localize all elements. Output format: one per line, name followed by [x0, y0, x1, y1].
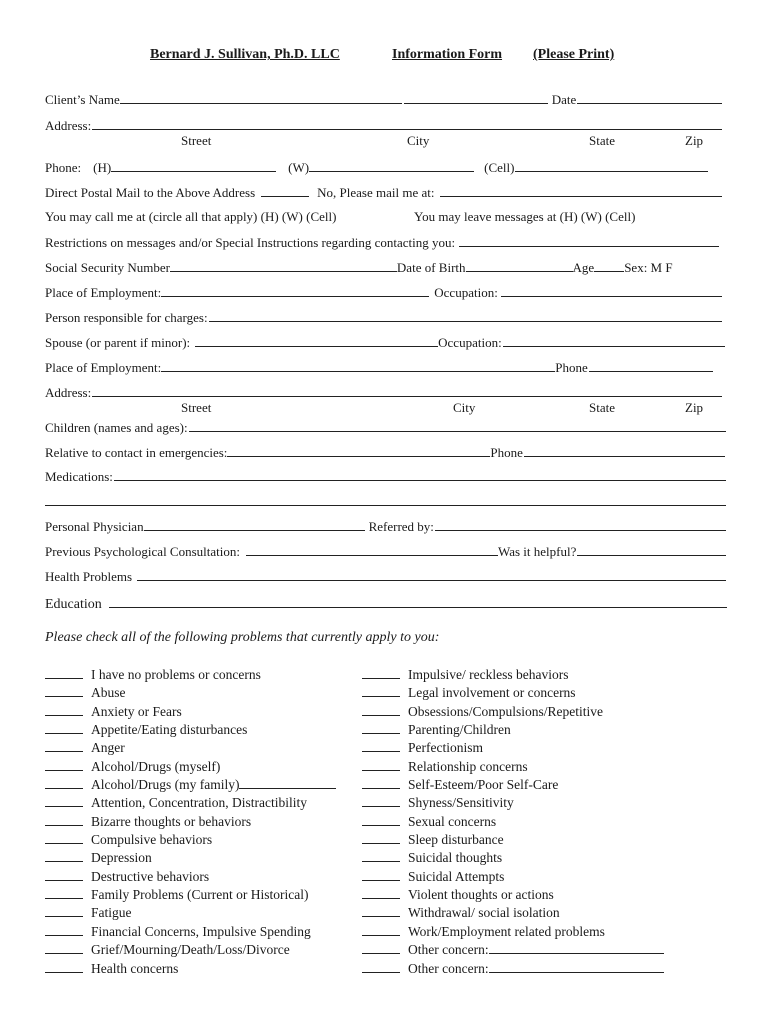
children-field[interactable] — [189, 418, 726, 432]
postal-mail-field[interactable] — [261, 183, 309, 197]
zip-caption: Zip — [685, 133, 704, 148]
spouse-phone-label: Phone — [555, 360, 588, 375]
problem-item[interactable] — [362, 721, 664, 739]
age-label: Age — [572, 260, 595, 275]
physician-field[interactable] — [144, 517, 365, 531]
problem-label: Depression — [91, 850, 152, 866]
problem-item[interactable] — [45, 886, 336, 904]
check-blank[interactable] — [362, 721, 400, 734]
postal-mail-row — [45, 183, 722, 201]
phone-label: Phone: — [45, 160, 82, 175]
occupation-field[interactable] — [501, 283, 722, 297]
practice-name: Bernard J. Sullivan, Ph.D. LLC — [150, 47, 340, 62]
problem-label: Sexual concerns — [408, 813, 497, 829]
problem-item[interactable] — [362, 758, 664, 776]
check-blank[interactable] — [362, 904, 400, 917]
city-caption: City — [407, 133, 430, 148]
problem-label: Health concerns — [91, 960, 179, 976]
check-blank[interactable] — [45, 794, 83, 807]
problem-label: I have no problems or concerns — [91, 667, 261, 682]
problem-item[interactable] — [45, 684, 336, 702]
relative-phone-label: Phone — [490, 445, 523, 460]
ssn-field[interactable] — [170, 258, 397, 272]
form-title: Information Form — [392, 47, 503, 62]
helpful-field[interactable] — [577, 542, 726, 556]
address-field[interactable] — [92, 116, 722, 130]
problem-item[interactable] — [45, 813, 336, 831]
check-blank[interactable] — [45, 831, 83, 844]
problem-label: Alcohol/Drugs (my family) — [91, 777, 240, 793]
relative-row — [45, 443, 722, 461]
cell-phone-field[interactable] — [515, 158, 708, 172]
check-blank[interactable] — [362, 886, 400, 899]
spouse-row — [45, 333, 722, 351]
employment-row — [45, 283, 722, 301]
other-concern-field[interactable] — [489, 941, 664, 954]
check-blank[interactable] — [362, 813, 400, 826]
health-field[interactable] — [137, 567, 726, 581]
home-phone-field[interactable] — [111, 158, 276, 172]
phone-row — [45, 158, 722, 176]
prev-consult-row — [45, 542, 722, 560]
address2-label: Address: — [45, 385, 92, 400]
check-blank[interactable] — [362, 703, 400, 716]
address2-field[interactable] — [92, 383, 722, 397]
problem-item[interactable] — [45, 794, 336, 812]
problems-intro: Please check all of the following problems that currently apply to you: — [45, 630, 440, 645]
problems-right-column — [362, 666, 664, 978]
problem-label: Other concern: — [408, 960, 489, 976]
restrictions-label: Restrictions on messages and/or Special Instructions regarding contacting you: — [45, 235, 456, 250]
contact-preference-row — [45, 208, 722, 226]
check-blank[interactable] — [362, 776, 400, 789]
referred-label: Referred by: — [368, 519, 434, 534]
education-field[interactable] — [109, 594, 727, 608]
street-caption: Street — [181, 133, 212, 148]
health-row — [45, 567, 722, 585]
client-name-field-2[interactable] — [404, 90, 548, 104]
problem-label: Self-Esteem/Poor Self-Care — [408, 777, 559, 793]
problem-item[interactable] — [45, 941, 336, 959]
check-blank[interactable] — [362, 794, 400, 807]
check-blank[interactable] — [45, 666, 83, 679]
employment-label: Place of Employment: — [45, 285, 162, 300]
check-blank[interactable] — [45, 904, 83, 917]
restrictions-field[interactable] — [459, 233, 719, 247]
may-call-label[interactable]: You may call me at (circle all that apply) (H) (W) (Cell) — [45, 209, 337, 224]
medications-label: Medications: — [45, 469, 113, 484]
problem-label: Compulsive behaviors — [91, 832, 213, 848]
problem-label: Bizarre thoughts or behaviors — [91, 813, 252, 829]
state2-caption: State — [589, 400, 615, 415]
problem-label: Financial Concerns, Impulsive Spending — [91, 923, 311, 939]
ssn-label: Social Security Number — [45, 260, 170, 275]
may-leave-label[interactable]: You may leave messages at (H) (W) (Cell) — [414, 209, 636, 224]
check-blank[interactable] — [45, 684, 83, 697]
check-blank[interactable] — [362, 849, 400, 862]
check-blank[interactable] — [362, 666, 400, 679]
no-mail-label: No, Please mail me at: — [317, 185, 435, 200]
education-label: Education — [45, 597, 102, 612]
physician-label: Personal Physician — [45, 519, 144, 534]
check-blank[interactable] — [45, 868, 83, 881]
problem-label: Attention, Concentration, Distractibility — [91, 795, 307, 811]
check-blank[interactable] — [45, 739, 83, 752]
problem-item[interactable] — [45, 666, 336, 684]
problem-item[interactable] — [362, 703, 664, 721]
problem-label: Anger — [91, 740, 125, 756]
spouse-occupation-label: Occupation: — [438, 335, 502, 350]
problem-item[interactable] — [362, 666, 664, 684]
problem-label: Anxiety or Fears — [91, 703, 182, 719]
check-blank[interactable] — [362, 960, 400, 973]
family-drugs-field[interactable] — [239, 776, 336, 789]
medications-field-2[interactable] — [45, 492, 726, 506]
problem-label: Relationship concerns — [408, 758, 528, 774]
problem-label: Fatigue — [91, 905, 132, 921]
problem-label: Violent thoughts or actions — [408, 887, 554, 903]
check-blank[interactable] — [362, 739, 400, 752]
education-row — [45, 594, 722, 612]
address-label: Address: — [45, 118, 92, 133]
responsible-row — [45, 308, 722, 326]
problem-item[interactable] — [45, 831, 336, 849]
home-phone-label: (H) — [93, 160, 112, 175]
state-caption: State — [589, 133, 615, 148]
problem-item[interactable] — [45, 721, 336, 739]
problem-item[interactable] — [362, 776, 664, 794]
check-blank[interactable] — [362, 923, 400, 936]
problem-item[interactable] — [362, 904, 664, 922]
check-blank[interactable] — [45, 813, 83, 826]
problem-label: Perfectionism — [408, 740, 483, 756]
occupation-label: Occupation: — [434, 285, 498, 300]
problem-item[interactable] — [362, 684, 664, 702]
postal-mail-label: Direct Postal Mail to the Above Address — [45, 185, 256, 200]
restrictions-row — [45, 233, 722, 251]
check-blank[interactable] — [45, 758, 83, 771]
problem-item[interactable] — [45, 868, 336, 886]
problem-item[interactable] — [362, 941, 664, 959]
work-phone-label: (W) — [288, 160, 310, 175]
spouse-label: Spouse (or parent if minor): — [45, 335, 191, 350]
responsible-field[interactable] — [209, 308, 722, 322]
problem-item[interactable] — [362, 739, 664, 757]
problem-item[interactable] — [45, 776, 336, 794]
address2-row — [45, 383, 722, 401]
problem-label: Work/Employment related problems — [408, 923, 605, 939]
prev-consult-label: Previous Psychological Consultation: — [45, 544, 240, 559]
problem-item[interactable] — [45, 960, 336, 978]
work-phone-field[interactable] — [309, 158, 474, 172]
problem-label: Obsessions/Compulsions/Repetitive — [408, 703, 604, 719]
check-blank[interactable] — [45, 703, 83, 716]
client-name-field[interactable] — [120, 90, 402, 104]
medications-row — [45, 467, 722, 485]
street2-caption: Street — [181, 400, 212, 415]
problem-item[interactable] — [362, 868, 664, 886]
other-concern-field-2[interactable] — [489, 960, 664, 973]
prev-consult-field[interactable] — [246, 542, 498, 556]
check-blank[interactable] — [45, 776, 83, 789]
date-label: Date — [551, 92, 577, 107]
medications-row-2 — [45, 492, 722, 510]
children-label: Children (names and ages): — [45, 420, 188, 435]
client-name-label: Client’s Name — [45, 92, 120, 107]
health-label: Health Problems — [45, 569, 133, 584]
problem-label: Impulsive/ reckless behaviors — [408, 667, 569, 682]
city2-caption: City — [453, 400, 476, 415]
problem-label: Shyness/Sensitivity — [408, 795, 514, 811]
check-blank[interactable] — [45, 960, 83, 973]
check-blank[interactable] — [45, 849, 83, 862]
spouse-occupation-field[interactable] — [503, 333, 725, 347]
problem-label: Legal involvement or concerns — [408, 685, 576, 701]
check-blank[interactable] — [362, 758, 400, 771]
problem-item[interactable] — [45, 923, 336, 941]
check-blank[interactable] — [45, 886, 83, 899]
problem-label: Other concern: — [408, 942, 489, 958]
zip2-caption: Zip — [685, 400, 704, 415]
spouse-employment-row — [45, 358, 722, 376]
problem-item[interactable] — [362, 886, 664, 904]
check-blank[interactable] — [45, 941, 83, 954]
problem-label: Withdrawal/ social isolation — [408, 905, 560, 921]
problem-item[interactable] — [362, 813, 664, 831]
problem-item[interactable] — [362, 794, 664, 812]
mail-address-field[interactable] — [440, 183, 722, 197]
problem-label: Alcohol/Drugs (myself) — [91, 758, 221, 774]
problem-label: Abuse — [91, 685, 126, 701]
problem-item[interactable] — [45, 739, 336, 757]
address-row — [45, 116, 722, 134]
problem-label: Appetite/Eating disturbances — [91, 722, 248, 738]
medications-field[interactable] — [114, 467, 726, 481]
problem-item[interactable] — [362, 960, 664, 978]
problem-item[interactable] — [45, 703, 336, 721]
problem-label: Sleep disturbance — [408, 832, 504, 848]
cell-phone-label: (Cell) — [484, 160, 515, 175]
children-row — [45, 418, 722, 436]
problem-label: Suicidal Attempts — [408, 868, 505, 884]
date-field[interactable] — [577, 90, 722, 104]
dob-label: Date of Birth — [396, 260, 466, 275]
ssn-row — [45, 258, 722, 276]
relative-field[interactable] — [227, 443, 490, 457]
relative-label: Relative to contact in emergencies: — [45, 445, 228, 460]
problem-label: Family Problems (Current or Historical) — [91, 887, 309, 903]
spouse-employment-label: Place of Employment: — [45, 360, 162, 375]
problem-item[interactable] — [45, 904, 336, 922]
problem-item[interactable] — [362, 831, 664, 849]
check-blank[interactable] — [362, 868, 400, 881]
problem-label: Destructive behaviors — [91, 868, 210, 884]
spouse-field[interactable] — [195, 333, 438, 347]
check-blank[interactable] — [362, 831, 400, 844]
referred-field[interactable] — [435, 517, 726, 531]
relative-phone-field[interactable] — [524, 443, 725, 457]
check-blank[interactable] — [362, 684, 400, 697]
age-field[interactable] — [594, 258, 624, 272]
check-blank[interactable] — [45, 923, 83, 936]
spouse-employment-field[interactable] — [161, 358, 555, 372]
responsible-label: Person responsible for charges: — [45, 310, 208, 325]
check-blank[interactable] — [45, 721, 83, 734]
employment-field[interactable] — [161, 283, 429, 297]
problem-item[interactable] — [45, 758, 336, 776]
problem-item[interactable] — [45, 849, 336, 867]
problem-label: Parenting/Children — [408, 722, 511, 738]
problem-item[interactable] — [362, 849, 664, 867]
problem-label: Suicidal thoughts — [408, 850, 503, 866]
client-name-row — [45, 90, 722, 108]
problems-left-column — [45, 666, 336, 978]
helpful-label: Was it helpful? — [498, 544, 577, 559]
print-instruction: (Please Print) — [533, 47, 615, 62]
physician-row — [45, 517, 722, 535]
problem-label: Grief/Mourning/Death/Loss/Divorce — [91, 942, 290, 958]
sex-label[interactable]: Sex: M F — [624, 260, 673, 275]
spouse-phone-field[interactable] — [589, 358, 713, 372]
check-blank[interactable] — [362, 941, 400, 954]
dob-field[interactable] — [466, 258, 573, 272]
problem-item[interactable] — [362, 923, 664, 941]
